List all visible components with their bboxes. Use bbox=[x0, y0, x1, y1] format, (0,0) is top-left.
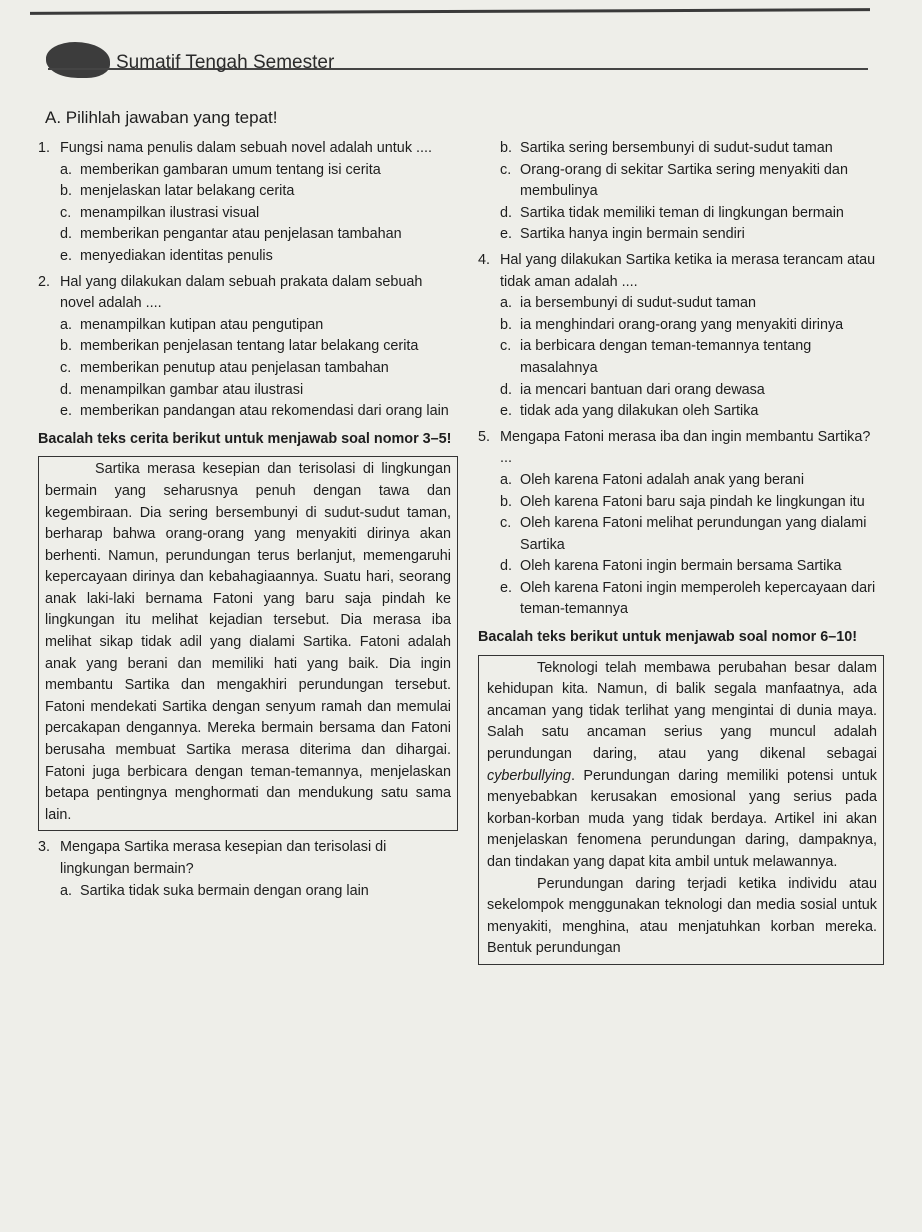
top-rule bbox=[30, 8, 870, 15]
question-4: 4. Hal yang dilakukan Sartika ketika ia merasa terancam atau tidak aman adalah .... bbox=[478, 250, 884, 293]
q2-option-d[interactable]: d. menampilkan gambar atau ilustrasi bbox=[60, 381, 304, 398]
q1-option-b[interactable]: b. menjelaskan latar belakang cerita bbox=[60, 183, 295, 200]
article-box bbox=[478, 655, 884, 965]
header-ornament-icon bbox=[46, 42, 110, 78]
q3-option-a[interactable]: a. Sartika tidak suka bermain dengan orang lain bbox=[60, 882, 369, 899]
question-2-text: Hal yang dilakukan dalam sebuah prakata dalam sebuah novel adalah .... bbox=[60, 273, 423, 312]
q3-option-e[interactable]: e. Sartika hanya ingin bermain sendiri bbox=[500, 226, 745, 243]
question-1-text: Fungsi nama penulis dalam sebuah novel adalah untuk .... bbox=[60, 140, 432, 156]
question-5-text: Mengapa Fatoni merasa iba dan ingin membantu Sartika? ... bbox=[500, 428, 871, 467]
q5-option-d[interactable]: d. Oleh karena Fatoni ingin bermain bersama Sartika bbox=[500, 558, 842, 575]
article-paragraph-1: Teknologi telah membawa perubahan besar dalam kehidupan kita. Namun, di balik segala manfaatnya, ada ancaman yang tidak terlihat yang mengintai di dunia maya. Salah satu ancaman serius yang muncul adalah perundungan daring, atau yang dikenal sebagai cyberbullying. Perundungan daring memiliki potensi untuk menyebabkan kerusakan emosional yang serius pada korban-korban muda yang tidak berdaya. Artikel ini akan menjelaskan fenomena perundungan daring, dampaknya, dan tindakan yang dapat kita ambil untuk melawannya. bbox=[487, 659, 877, 870]
q5-option-c[interactable]: c. Oleh karena Fatoni melihat perundungan yang dialami Sartika bbox=[500, 515, 867, 553]
instruction-6-10: Bacalah teks berikut untuk menjawab soal nomor 6–10! bbox=[478, 629, 858, 646]
q1-option-a[interactable]: a. memberikan gambaran umum tentang isi cerita bbox=[60, 161, 381, 178]
question-2: 2. Hal yang dilakukan dalam sebuah prakata dalam sebuah novel adalah .... bbox=[38, 272, 458, 315]
q4-option-d[interactable]: d. ia mencari bantuan dari orang dewasa bbox=[500, 381, 765, 398]
cyberbullying-term: cyberbullying bbox=[487, 767, 571, 784]
q1-option-d[interactable]: d. memberikan pengantar atau penjelasan tambahan bbox=[60, 226, 402, 243]
q1-option-c[interactable]: c. menampilkan ilustrasi visual bbox=[60, 204, 260, 221]
article-paragraph-2: Perundungan daring terjadi ketika individu atau sekelompok menggunakan teknologi dan media sosial untuk menyakiti, menghina, atau menjatuhkan korban mereka. Bentuk perundungan bbox=[487, 875, 877, 957]
q4-option-a[interactable]: a. ia bersembunyi di sudut-sudut taman bbox=[500, 295, 756, 312]
q4-option-e[interactable]: e. tidak ada yang dilakukan oleh Sartika bbox=[500, 403, 759, 420]
question-1: 1. Fungsi nama penulis dalam sebuah novel adalah untuk .... bbox=[38, 138, 458, 160]
q1-option-e[interactable]: e. menyediakan identitas penulis bbox=[60, 247, 273, 264]
q3-option-c[interactable]: c. Orang-orang di sekitar Sartika sering menyakiti dan membulinya bbox=[500, 161, 848, 200]
q2-option-c[interactable]: c. memberikan penutup atau penjelasan tambahan bbox=[60, 359, 389, 376]
q4-option-b[interactable]: b. ia menghindari orang-orang yang menyakiti dirinya bbox=[500, 316, 844, 333]
question-3-text: Mengapa Sartika merasa kesepian dan terisolasi di lingkungan bermain? bbox=[60, 839, 387, 877]
q2-option-b[interactable]: b. memberikan penjelasan tentang latar belakang cerita bbox=[60, 338, 419, 355]
question-4-text: Hal yang dilakukan Sartika ketika ia merasa terancam atau tidak aman adalah .... bbox=[500, 251, 876, 290]
q2-option-a[interactable]: a. menampilkan kutipan atau pengutipan bbox=[60, 316, 324, 333]
left-column bbox=[38, 138, 458, 902]
q5-option-a[interactable]: a. Oleh karena Fatoni adalah anak yang berani bbox=[500, 471, 805, 488]
q4-option-c[interactable]: c. ia berbicara dengan teman-temannya tentang masalahnya bbox=[500, 338, 812, 376]
right-column bbox=[478, 138, 884, 965]
question-3: 3. Mengapa Sartika merasa kesepian dan terisolasi di lingkungan bermain? bbox=[38, 837, 458, 880]
page-title: Sumatif Tengah Semester bbox=[116, 52, 335, 73]
section-a-title: A. Pilihlah jawaban yang tepat! bbox=[45, 108, 278, 127]
q5-option-e[interactable]: e. Oleh karena Fatoni ingin memperoleh kepercayaan dari teman-temannya bbox=[500, 579, 876, 618]
question-5: 5. Mengapa Fatoni merasa iba dan ingin membantu Sartika? ... bbox=[478, 427, 884, 470]
q5-option-b[interactable]: b. Oleh karena Fatoni baru saja pindah ke lingkungan itu bbox=[500, 493, 865, 510]
q2-option-e[interactable]: e. memberikan pandangan atau rekomendasi dari orang lain bbox=[60, 403, 449, 420]
instruction-3-5: Bacalah teks cerita berikut untuk menjawab soal nomor 3–5! bbox=[38, 430, 452, 447]
q3-option-b[interactable]: b. Sartika sering bersembunyi di sudut-sudut taman bbox=[500, 140, 833, 156]
story-box: Sartika merasa kesepian dan terisolasi di lingkungan bermain yang seharusnya penuh dengan tawa dan kegembiraan. Dia sering bersembunyi di sudut-sudut taman, berharap bahwa orang-orang yang menyakiti dirinya akan berhenti. Namun, perundungan terus berlanjut, memengaruhi kepercayaan dirinya dan kebahagiaannya. Suatu hari, seorang anak laki-laki bernama Fatoni yang baru saja pindah ke lingkungan itu melihat kejadian tersebut. Dia merasa iba melihat sikap tidak adil yang dialami Sartika. Fatoni adalah anak yang berani dan memiliki hati yang baik. Dia ingin membantu Sartika dan mengakhiri perundungan tersebut. Fatoni mendekati Sartika dengan senyum ramah dan memulai percakapan dengannya. Mereka bermain bersama dan Fatoni berusaha membuat Sartika merasa diterima dan dihargai. Fatoni juga berbicara dengan teman-temannya, menjelaskan betapa pentingnya menghormati dan mendukung satu sama lain. bbox=[38, 456, 458, 831]
q3-option-d[interactable]: d. Sartika tidak memiliki teman di lingkungan bermain bbox=[500, 204, 844, 221]
